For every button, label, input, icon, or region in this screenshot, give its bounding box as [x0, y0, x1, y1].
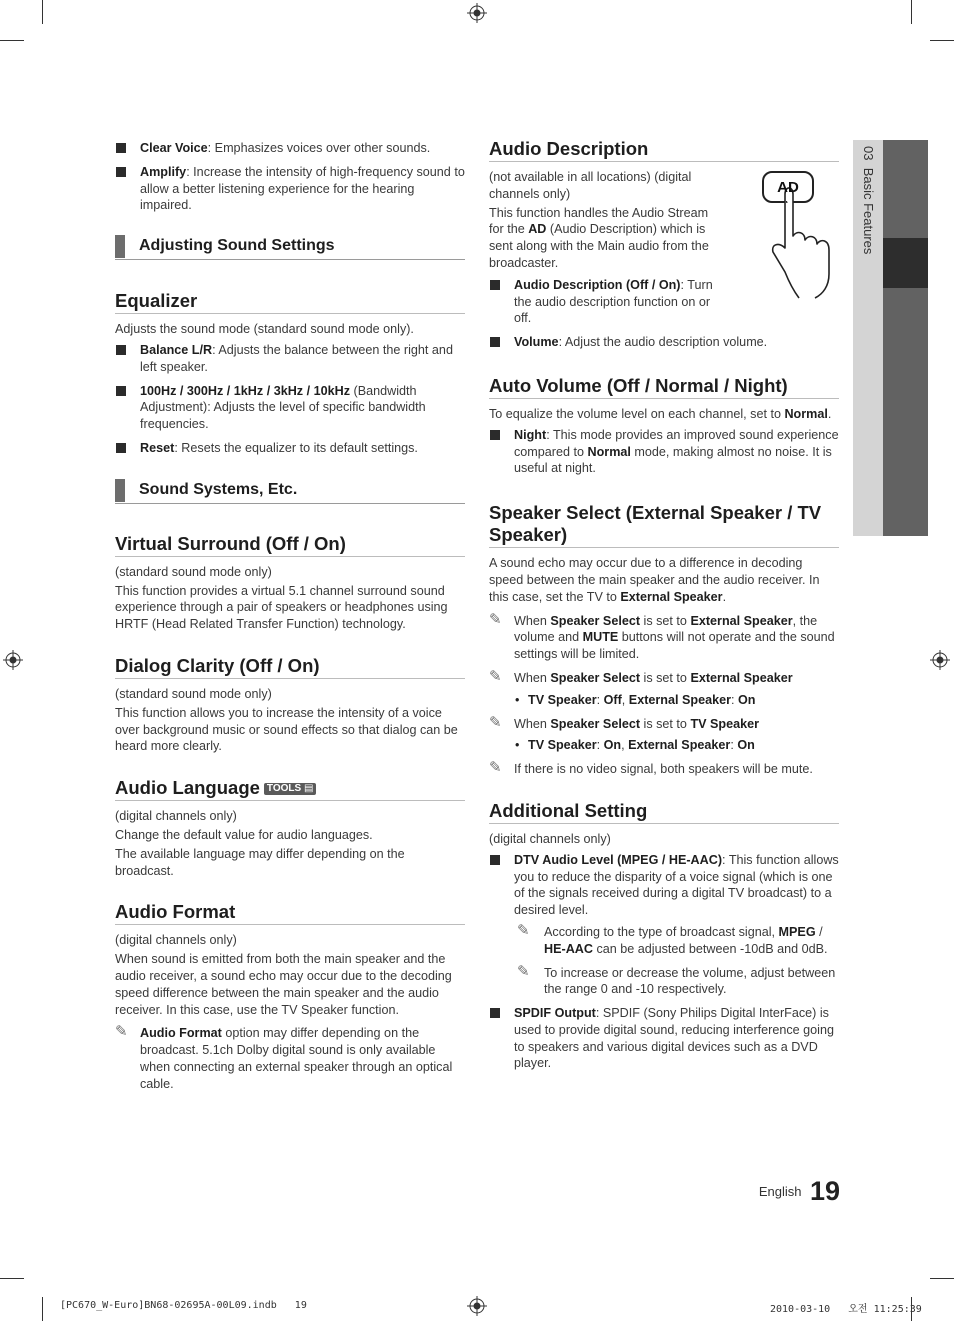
- dialog-clarity-desc: This function allows you to increase the intensity of a voice over background music or sound effects so that dialog can be heard more clearly.: [115, 705, 458, 754]
- registration-mark-top: [467, 3, 487, 23]
- right-column: [489, 138, 839, 1072]
- section-title-dialog-clarity: Dialog Clarity (Off / On): [115, 655, 465, 679]
- speaker-setting-1: • TV Speaker: Off, External Speaker: On: [515, 692, 756, 707]
- bullet-dtv-audio-level: DTV Audio Level (MPEG / HE-AAC): This function allows you to reduce the disparity of a voice signal (which is one of the signals received during a digital TV broadcast) to a desired level.: [489, 852, 839, 919]
- dialog-clarity-note: (standard sound mode only): [115, 686, 272, 701]
- audio-language-desc2: The available language may differ depending on the broadcast.: [115, 846, 405, 878]
- section-title-virtual-surround: Virtual Surround (Off / On): [115, 533, 465, 557]
- bullet-bandwidth: 100Hz / 300Hz / 1kHz / 3kHz / 10kHz (Bandwidth Adjustment): Adjusts the level of specific bandwidth frequencies.: [115, 383, 465, 433]
- section-title-additional-setting: Additional Setting: [489, 800, 839, 824]
- note-pencil-icon: ✎: [489, 610, 502, 628]
- side-tab-label: [857, 146, 879, 254]
- audio-format-note: (digital channels only): [115, 933, 237, 948]
- tools-icon: ▤: [303, 783, 314, 795]
- section-title-audio-format: Audio Format: [115, 901, 465, 925]
- note-pencil-icon: ✎: [489, 713, 502, 731]
- bullet-ad-volume: Volume: Adjust the audio description volume.: [489, 334, 839, 351]
- ad-button: AD: [777, 179, 799, 196]
- note-pencil-icon: ✎: [517, 921, 530, 939]
- side-tab: [853, 140, 928, 536]
- auto-volume-desc: To equalize the volume level on each channel, set to Normal.: [489, 406, 832, 421]
- speaker-setting-2: • TV Speaker: On, External Speaker: On: [515, 738, 755, 753]
- bullet-reset: Reset: Resets the equalizer to its default settings.: [115, 440, 465, 457]
- speaker-note-1: ✎ When Speaker Select is set to External Speaker, the volume and MUTE buttons will not operate and the sound settings will be limited.: [489, 610, 835, 662]
- virtual-surround-note: (standard sound mode only): [115, 564, 272, 579]
- section-title-equalizer: Equalizer: [115, 290, 465, 314]
- tools-badge: TOOLS ▤: [264, 783, 317, 795]
- audio-language-note: (digital channels only): [115, 809, 237, 824]
- bullet-clear-voice: Clear Voice: Emphasizes voices over other sounds.: [115, 140, 465, 157]
- section-title-speaker-select: Speaker Select (External Speaker / TV Speaker): [489, 502, 839, 548]
- section-title-audio-language: Audio Language TOOLS ▤: [115, 777, 465, 801]
- audio-description-note: (not available in all locations) (digital channels only): [489, 170, 692, 201]
- speaker-note-3: ✎ When Speaker Select is set to TV Speaker: [489, 713, 760, 731]
- bullet-audio-description-toggle: Audio Description (Off / On): Turn the audio description function on or off.: [489, 277, 721, 327]
- audio-format-desc: When sound is emitted from both the main speaker and the audio receiver, a sound echo may occur due to the decoding speed difference between the main speaker and the audio receiver. In this case, use the TV Speaker function.: [115, 952, 452, 1017]
- bullet-spdif-output: SPDIF Output: SPDIF (Sony Philips Digital InterFace) is used to provide digital sound, reducing interference going to speakers and various digital devices such as a DVD player.: [489, 1005, 839, 1072]
- speaker-note-4: ✎ If there is no video signal, both speakers will be mute.: [489, 759, 813, 777]
- left-column: [115, 138, 465, 1093]
- note-pencil-icon: ✎: [115, 1023, 128, 1041]
- additional-note: (digital channels only): [489, 831, 611, 846]
- print-slug-file: [PC670_W-Euro]BN68-02695A-00L09.indb 19: [60, 1300, 307, 1311]
- bullet-amplify: Amplify: Increase the intensity of high-frequency sound to allow a better listening experience for the hearing impaired.: [115, 164, 465, 214]
- note-pencil-icon: ✎: [517, 962, 530, 980]
- audio-description-desc: This function handles the Audio Stream for the AD (Audio Description) which is sent along with the Main audio from the broadcaster.: [489, 205, 709, 270]
- section-title-auto-volume: Auto Volume (Off / Normal / Night): [489, 375, 839, 399]
- dtv-note-2: ✎ To increase or decrease the volume, adjust between the range 0 and -10 respectively.: [517, 962, 836, 997]
- subsection-adjusting-sound: Adjusting Sound Settings: [115, 235, 465, 260]
- equalizer-desc: Adjusts the sound mode (standard sound mode only).: [115, 322, 414, 337]
- chapter-number: 03: [861, 146, 876, 161]
- subsection-sound-systems: Sound Systems, Etc.: [115, 479, 465, 504]
- audio-language-desc: Change the default value for audio languages.: [115, 827, 373, 842]
- chapter-title: Basic Features: [861, 167, 876, 255]
- registration-mark-bottom: [467, 1296, 487, 1316]
- audio-format-memo: ✎ Audio Format option may differ depending on the broadcast. 5.1ch Dolby digital sound is only available when connecting an external speaker through an optical cable.: [115, 1023, 453, 1091]
- bullet-night: Night: This mode provides an improved sound experience compared to Normal mode, making almost no noise. It is useful at night.: [489, 427, 839, 477]
- note-pencil-icon: ✎: [489, 759, 502, 777]
- page-footer: [700, 1176, 840, 1207]
- speaker-select-desc: A sound echo may occur due to a difference in decoding speed between the main speaker and the audio receiver. In this case, set the TV to External Speaker.: [489, 556, 820, 604]
- section-title-audio-description: Audio Description: [489, 138, 839, 162]
- footer-language: English: [758, 1184, 802, 1199]
- page-number: 19: [809, 1176, 840, 1206]
- dtv-note-1: ✎ According to the type of broadcast signal, MPEG / HE-AAC can be adjusted between -10dB and 0dB.: [517, 921, 828, 956]
- virtual-surround-desc: This function provides a virtual 5.1 channel surround sound experience through a pair of speakers or headphones using HRTF (Head Related Transfer Function) technology.: [115, 583, 448, 632]
- print-slug-timestamp: 2010-03-10 오전 11:25:39: [770, 1304, 922, 1315]
- registration-mark-right: [930, 650, 950, 670]
- registration-mark-left: [3, 650, 23, 670]
- bullet-balance: Balance L/R: Adjusts the balance between the right and left speaker.: [115, 342, 465, 376]
- speaker-note-2: ✎ When Speaker Select is set to External Speaker: [489, 667, 793, 685]
- note-pencil-icon: ✎: [489, 667, 502, 685]
